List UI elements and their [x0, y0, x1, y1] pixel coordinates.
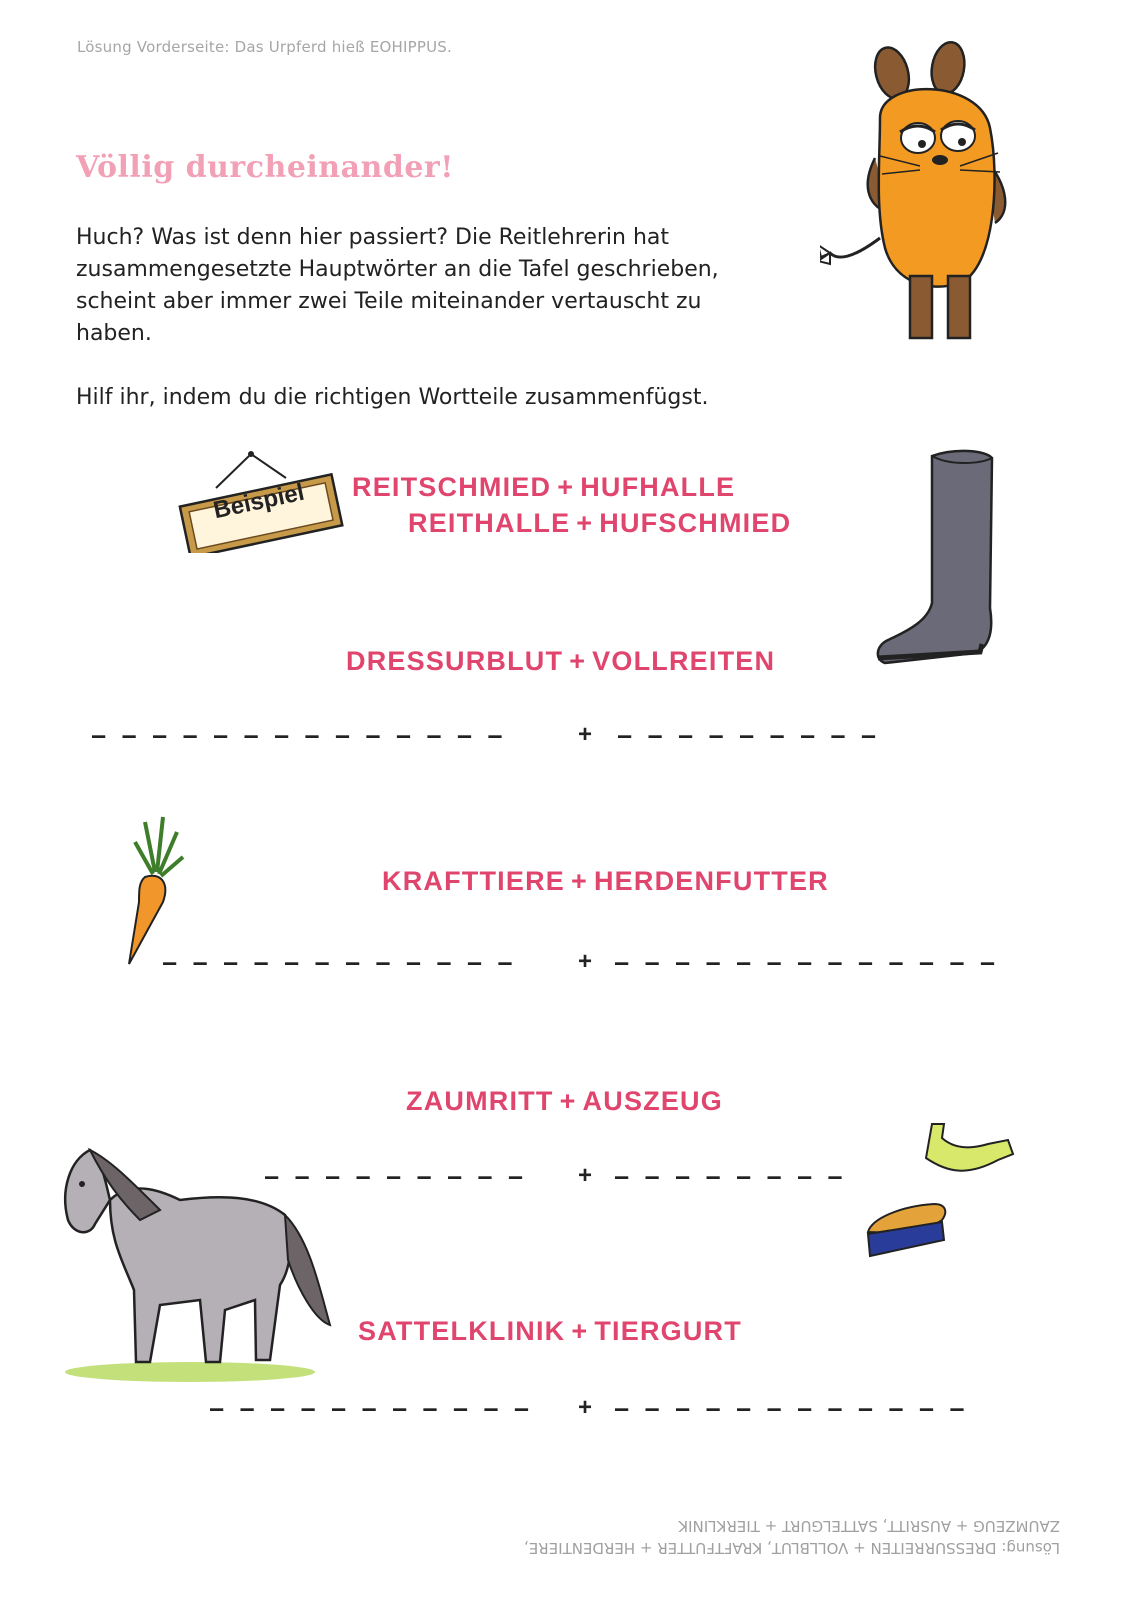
carrot-illustration [115, 812, 195, 972]
task-3-right-word: AUSZEUG [582, 1086, 723, 1116]
example-line-2-left: REITHALLE [408, 508, 571, 538]
task-3-words [406, 1086, 723, 1117]
example-line-1-right: HUFHALLE [580, 472, 736, 502]
solution-line-2: ZAUMZEUG + AUSRITT, SATTELGURT + TIERKLINIK [678, 1517, 1060, 1535]
intro-paragraph-1: Huch? Was ist denn hier passiert? Die Reitlehrerin hat zusammengesetzte Hauptwörter an die Tafel geschrieben, scheint aber immer zwei Teile miteinander vertauscht zu haben. [76, 225, 719, 346]
task-1-words [346, 646, 775, 677]
front-side-solution-note: Lösung Vorderseite: Das Urpferd hieß EOHIPPUS. [77, 38, 452, 56]
example-line-1 [352, 472, 735, 503]
task-1-answer-plus: + [578, 721, 593, 748]
plus-sign: + [576, 508, 594, 538]
task-4-answer-plus: + [578, 1394, 593, 1421]
plus-sign: + [557, 472, 575, 502]
task-2-answer-right-blank[interactable]: — — — — — — — — — — — — — [615, 951, 997, 976]
task-4-answer-right-blank[interactable]: — — — — — — — — — — — — [615, 1397, 966, 1422]
horse-illustration [50, 1140, 340, 1390]
task-4-left-word: SATTELKLINIK [358, 1316, 566, 1346]
hoof-pick-illustration [918, 1118, 1018, 1188]
page-title: Völlig durcheinander! [76, 150, 454, 185]
plus-sign: + [571, 866, 588, 896]
intro-text [76, 222, 776, 446]
task-1-left-word: DRESSURBLUT [346, 646, 564, 676]
task-4-answer-left-blank[interactable]: — — — — — — — — — — — [210, 1397, 531, 1422]
task-3-answer-left-blank[interactable]: — — — — — — — — — [265, 1165, 525, 1190]
task-3-answer-plus: + [578, 1162, 593, 1189]
brush-illustration [862, 1198, 952, 1260]
intro-paragraph-2: Hilf ihr, indem du die richtigen Wortteile zusammenfügst. [76, 385, 709, 410]
example-line-1-left: REITSCHMIED [352, 472, 552, 502]
task-3-answer-right-blank[interactable]: — — — — — — — — [615, 1165, 844, 1190]
task-1-answer-right-blank[interactable]: — — — — — — — — — [618, 724, 878, 749]
task-2-right-word: HERDENFUTTER [593, 866, 829, 896]
plus-sign: + [559, 1086, 577, 1116]
task-2-words [382, 866, 829, 897]
plus-sign: + [569, 646, 587, 676]
task-4-words [358, 1316, 742, 1347]
riding-boot-illustration [870, 448, 1000, 678]
task-2-answer-left-blank[interactable]: — — — — — — — — — — — — [163, 951, 514, 976]
task-1-right-word: VOLLREITEN [592, 646, 776, 676]
mouse-illustration [820, 38, 1040, 348]
example-line-2 [408, 508, 791, 539]
task-1-answer-left-blank[interactable]: — — — — — — — — — — — — — — [92, 724, 504, 749]
plus-sign: + [571, 1316, 589, 1346]
example-sign-label: Beispiel [211, 478, 307, 525]
task-2-left-word: KRAFTTIERE [382, 866, 565, 896]
upside-down-solution [460, 1515, 1060, 1559]
task-4-right-word: TIERGURT [594, 1316, 742, 1346]
task-3-left-word: ZAUMRITT [406, 1086, 554, 1116]
task-2-answer-plus: + [578, 948, 593, 975]
solution-line-1: Lösung: DRESSURREITEN + VOLLBLUT, KRAFTFUTTER + HERDENTIERE, [524, 1539, 1060, 1557]
example-line-2-right: HUFSCHMIED [599, 508, 792, 538]
